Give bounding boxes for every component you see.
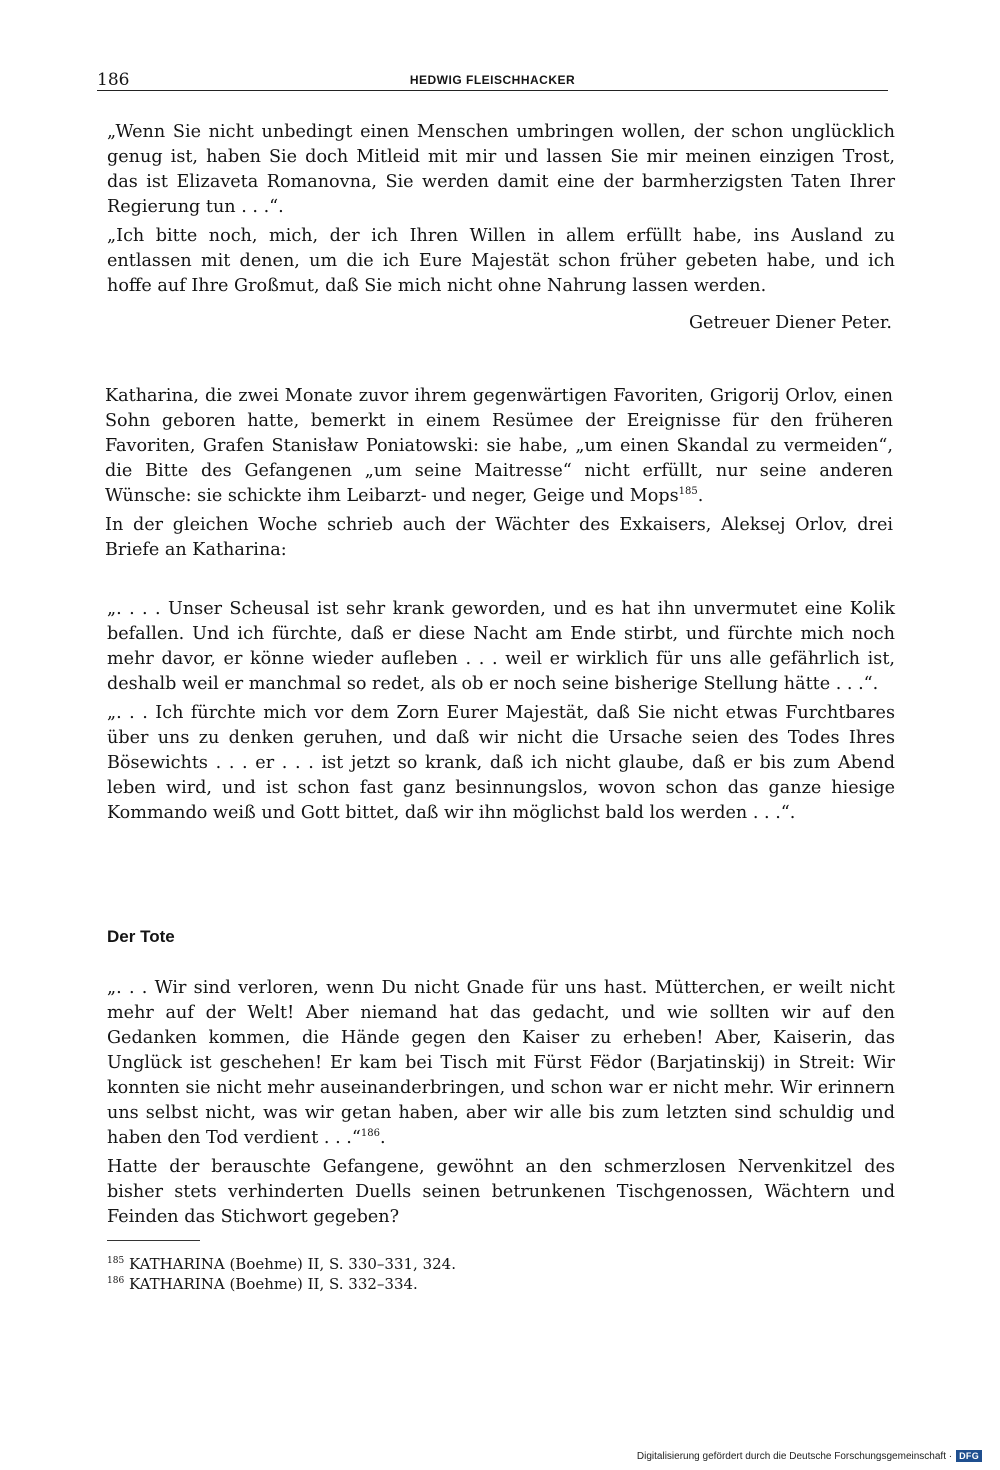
orlov-quote-3 [107,976,895,1151]
orlov-quote-3-end: . [379,1128,386,1148]
orlov-letters [107,597,895,826]
digitization-credit [637,1450,982,1462]
footnote-text: KATHARINA (Boehme) II, S. 332–334. [128,1275,418,1293]
body-paragraph-1 [105,384,893,509]
running-head: HEDWIG FLEISCHHACKER [409,73,576,87]
body-paragraph-1-text: Katharina, die zwei Monate zuvor ihrem gegenwärtigen Favoriten, Grigorij Orlov, einen Sohn geboren hatte, bemerkt in einem Resümee der Ereignisse für den früheren Favoriten, Grafen Stanisław Poniatowski: sie habe, „um einen Skandal zu vermeiden“, die Bitte des Gefangenen „um seine Maitresse“ nicht erfüllt, nur seine anderen Wünsche: sie schickte ihm Leibarzt- und neger, Geige und Mops [105,386,893,506]
orlov-quote-3-text: „. . . Wir sind verloren, wenn Du nicht Gnade für uns hast. Mütterchen, er weilt nicht mehr auf der Welt! Aber niemand hat das gedacht, und wie sollten wir auf den Gedanken kommen, die Hände gegen den Kaiser zu erheben! Aber, Kaiserin, das Unglück ist geschehen! Er kam bei Tisch mit Fürst Fëdor (Barjatinskij) in Streit: Wir konnten sie nicht mehr auseinanderbringen, und schon war er nicht mehr. Wir erinnern uns selbst nicht, was wir getan haben, aber wir alle bis zum letzten sind schuldig und haben den Tod verdient . . .“ [107,978,895,1148]
section-text [107,976,895,1230]
footnote-number: 185 [107,1256,125,1266]
letter-quote [107,120,895,299]
footnotes [107,1254,456,1294]
page-number: 186 [97,70,130,90]
section-heading: Der Tote [107,927,175,946]
letter-signature: Getreuer Diener Peter. [688,313,892,333]
footnote-186 [107,1274,456,1294]
footnote-rule [107,1240,200,1241]
body-paragraph-3: Hatte der berauschte Gefangene, gewöhnt an den schmerzlosen Nervenkitzel des bisher stets verhinderten Duells seinen betrunkenen Tischgenossen, Wächtern und Feinden das Stichwort gegeben? [107,1157,895,1227]
credit-text: Digitalisierung gefördert durch die Deutsche Forschungsgemeinschaft · [636,1450,953,1462]
footnote-text: KATHARINA (Boehme) II, S. 330–331, 324. [128,1255,456,1273]
body-paragraph-1-end: . [697,486,704,506]
page-header [97,68,888,91]
footnote-number: 186 [107,1276,125,1286]
footnote-185 [107,1254,456,1274]
footnote-ref-186: 186 [360,1128,380,1140]
letter-paragraph-1: „Wenn Sie nicht unbedingt einen Menschen umbringen wollen, der schon unglücklich genug ist, haben Sie doch Mitleid mit mir und lassen Sie mir meinen einzigen Trost, das ist Elizaveta Romanovna, Sie werden damit eine der barmherzigsten Taten Ihrer Regierung tun . . .“. [107,122,895,217]
footnote-ref-185: 185 [678,486,698,498]
body-paragraph-2: In der gleichen Woche schrieb auch der Wächter des Exkaisers, Aleksej Orlov, drei Briefe an Katharina: [105,515,893,560]
body-text-1 [105,384,893,563]
orlov-quote-2: „. . . Ich fürchte mich vor dem Zorn Eurer Majestät, daß Sie nicht etwas Furchtbares über uns zu denken geruhen, und daß wir nicht die Ursache seien des Todes Ihres Bösewichts . . . er . . . ist jetzt so krank, daß ich nicht glaube, daß er bis zum Abend leben wird, und ist schon fast ganz besinnungslos, wovon schon das ganze hiesige Kommando weiß und Gott bittet, daß wir ihn möglichst bald los werden . . .“. [107,703,895,823]
orlov-quote-1: „. . . . Unser Scheusal ist sehr krank geworden, und es hat ihn unvermutet eine Kolik befallen. Und ich fürchte, daß er diese Nacht am Ende stirbt, und fürchte mich noch mehr davor, er könne wieder aufleben . . . weil er wirklich für uns alle gefährlich ist, deshalb weil er manchmal so redet, als ob er noch seine bisherige Stellung hätte . . .“. [107,599,895,694]
dfg-logo: DFG [956,1450,982,1462]
letter-paragraph-2: „Ich bitte noch, mich, der ich Ihren Willen in allem erfüllt habe, ins Ausland zu entlassen mit denen, um die ich Eure Majestät schon früher gebeten habe, und ich hoffe auf Ihre Großmut, daß Sie mich nicht ohne Nahrung lassen werden. [107,226,895,296]
